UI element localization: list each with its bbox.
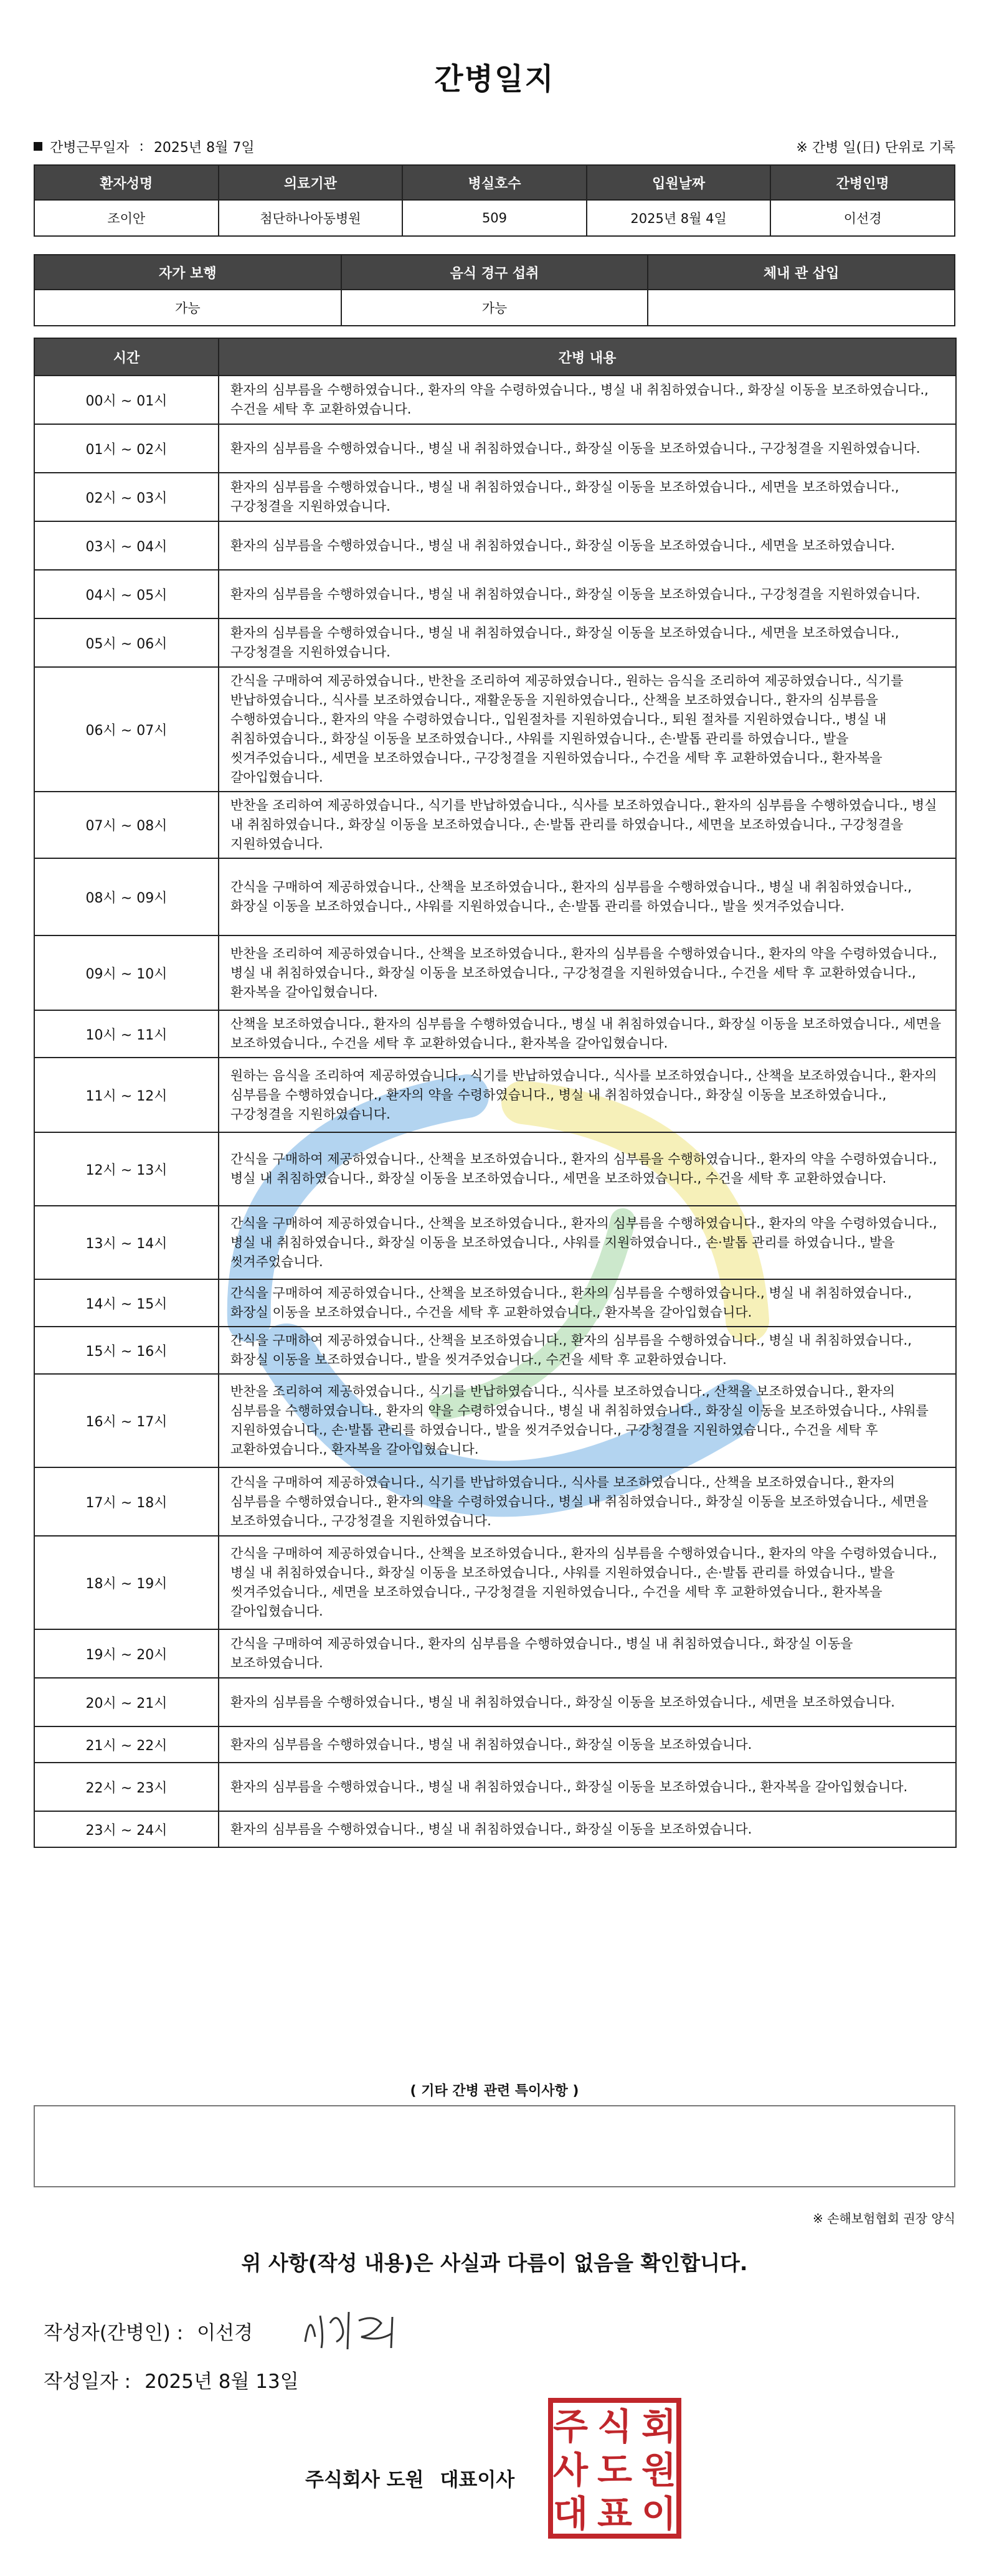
log-time: 23시 ~ 24시	[34, 1811, 219, 1847]
remarks-title: ( 기타 간병 관련 특이사항 )	[410, 2083, 579, 2099]
log-time: 15시 ~ 16시	[34, 1327, 219, 1374]
svg-text:도: 도	[597, 2449, 633, 2491]
log-content: 간식을 구매하여 제공하였습니다., 산책을 보조하였습니다., 환자의 심부름을 수행하였습니다., 병실 내 취침하였습니다., 화장실 이동을 보조하였습니다., 발을 씻겨주었습니다., 수건을 세탁 후 교환하였습니다.	[219, 1327, 956, 1374]
header-time: 시간	[34, 338, 219, 376]
header-hospital: 의료기관	[219, 165, 403, 200]
header-self-walking: 자가 보행	[34, 255, 341, 290]
header-tube-insertion: 체내 관 삽입	[648, 255, 955, 290]
log-time: 13시 ~ 14시	[34, 1206, 219, 1279]
log-row	[34, 473, 956, 521]
work-date-row	[34, 136, 955, 157]
log-row	[34, 1726, 956, 1763]
hospital-name: 첨단하나아동병원	[219, 200, 403, 236]
log-row	[34, 1058, 956, 1132]
written-date-value: 2025년 8월 13일	[144, 2370, 299, 2393]
patient-name: 조이안	[34, 200, 219, 236]
header-room: 병실호수	[402, 165, 587, 200]
header-oral-intake: 음식 경구 섭취	[341, 255, 648, 290]
work-date-separator: :	[139, 138, 144, 154]
log-time: 10시 ~ 11시	[34, 1010, 219, 1058]
log-row	[34, 935, 956, 1010]
log-content: 산책을 보조하였습니다., 환자의 심부름을 수행하였습니다., 병실 내 취침하였습니다., 화장실 이동을 보조하였습니다., 세면을 보조하였습니다., 수건을 세탁 후 교환하였습니다., 환자복을 갈아입혔습니다.	[219, 1010, 956, 1058]
log-row	[34, 1374, 956, 1467]
log-content: 원하는 음식을 조리하여 제공하였습니다., 식기를 반납하였습니다., 식사를 보조하였습니다., 산책을 보조하였습니다., 환자의 심부름을 수행하였습니다., 환자의 약을 수령하였습니다., 병실 내 취침하였습니다., 화장실 이동을 보조하였습니다., 구강청결을 지원하였습니다.	[219, 1058, 956, 1132]
log-content: 간식을 구매하여 제공하였습니다., 산책을 보조하였습니다., 환자의 심부름을 수행하였습니다., 환자의 약을 수령하였습니다., 병실 내 취침하였습니다., 화장실 이동을 보조하였습니다., 샤워를 지원하였습니다., 손·발톱 관리를 하였습니다., 발을 씻겨주었습니다.	[219, 1206, 956, 1279]
hourly-care-log-table	[34, 338, 957, 1848]
log-time: 06시 ~ 07시	[34, 667, 219, 792]
written-date-label: 작성일자 :	[44, 2370, 131, 2393]
log-row	[34, 1279, 956, 1327]
log-row	[34, 570, 956, 618]
handwritten-signature-icon	[299, 2298, 411, 2354]
log-row	[34, 1132, 956, 1206]
log-time: 09시 ~ 10시	[34, 935, 219, 1010]
svg-text:대: 대	[552, 2493, 589, 2535]
log-content: 환자의 심부름을 수행하였습니다., 병실 내 취침하였습니다., 화장실 이동을 보조하였습니다., 환자복을 갈아입혔습니다.	[219, 1763, 956, 1811]
log-time: 05시 ~ 06시	[34, 618, 219, 667]
header-caregiver-name: 간병인명	[770, 165, 955, 200]
log-row	[34, 1467, 956, 1536]
log-content: 반찬을 조리하여 제공하였습니다., 식기를 반납하였습니다., 식사를 보조하였습니다., 환자의 심부름을 수행하였습니다., 병실 내 취침하였습니다., 화장실 이동을 보조하였습니다., 손·발톱 관리를 하였습니다., 세면을 보조하였습니다., 구강청결을 지원하였습니다.	[219, 792, 956, 858]
log-row	[34, 858, 956, 935]
log-row	[34, 1629, 956, 1678]
log-content: 환자의 심부름을 수행하였습니다., 병실 내 취침하였습니다., 화장실 이동을 보조하였습니다., 세면을 보조하였습니다.	[219, 1678, 956, 1726]
log-row	[34, 1206, 956, 1279]
log-row	[34, 1327, 956, 1374]
log-time: 08시 ~ 09시	[34, 858, 219, 935]
admission-date: 2025년 8월 4일	[587, 200, 771, 236]
log-row	[34, 1763, 956, 1811]
company-signature-row	[305, 2464, 514, 2492]
log-time: 01시 ~ 02시	[34, 424, 219, 473]
confirm-statement: 위 사항(작성 내용)은 사실과 다름이 없음을 확인합니다.	[241, 2251, 748, 2275]
self-walking-value: 가능	[34, 290, 341, 326]
remarks-box	[34, 2105, 955, 2187]
page-title: 간병일지	[434, 62, 555, 97]
log-time: 16시 ~ 17시	[34, 1374, 219, 1467]
log-content: 환자의 심부름을 수행하였습니다., 병실 내 취침하였습니다., 화장실 이동을 보조하였습니다., 세면을 보조하였습니다., 구강청결을 지원하였습니다.	[219, 473, 956, 521]
svg-text:주: 주	[552, 2405, 589, 2448]
header-admission-date: 입원날짜	[587, 165, 771, 200]
svg-text:이: 이	[641, 2493, 677, 2535]
svg-text:회: 회	[641, 2405, 677, 2448]
work-date-label: 간병근무일자	[50, 140, 130, 156]
bullet-square-icon	[34, 142, 42, 151]
room-number: 509	[402, 200, 587, 236]
log-row	[34, 1536, 956, 1629]
written-date-row	[44, 2365, 299, 2394]
log-content: 환자의 심부름을 수행하였습니다., 병실 내 취침하였습니다., 화장실 이동을 보조하였습니다.	[219, 1811, 956, 1847]
log-body	[34, 376, 956, 1847]
recommend-note: ※ 손해보험협회 권장 양식	[812, 2211, 955, 2226]
log-time: 22시 ~ 23시	[34, 1763, 219, 1811]
work-date	[34, 137, 255, 156]
log-time: 00시 ~ 01시	[34, 376, 219, 424]
writer-label: 작성자(간병인) :	[44, 2322, 184, 2344]
header-patient-name: 환자성명	[34, 165, 219, 200]
log-row	[34, 792, 956, 858]
log-time: 21시 ~ 22시	[34, 1726, 219, 1763]
log-content: 간식을 구매하여 제공하였습니다., 산책을 보조하였습니다., 환자의 심부름을 수행하였습니다., 환자의 약을 수령하였습니다., 병실 내 취침하였습니다., 화장실 이동을 보조하였습니다., 샤워를 지원하였습니다., 손·발톱 관리를 하였습니다., 발을 씻겨주었습니다., 세면을 보조하였습니다., 구강청결을 지원하였습니다., 수건을 세탁 후 교환하였습니다., 환자복을 갈아입혔습니다.	[219, 1536, 956, 1629]
log-row	[34, 1678, 956, 1726]
log-content: 반찬을 조리하여 제공하였습니다., 식기를 반납하였습니다., 식사를 보조하였습니다., 산책을 보조하였습니다., 환자의 심부름을 수행하였습니다., 환자의 약을 수령하였습니다., 병실 내 취침하였습니다., 화장실 이동을 보조하였습니다., 샤워를 지원하였습니다., 손·발톱 관리를 하였습니다., 발을 씻겨주었습니다., 구강청결을 지원하였습니다., 수건을 세탁 후 교환하였습니다., 환자복을 갈아입혔습니다.	[219, 1374, 956, 1467]
log-time: 12시 ~ 13시	[34, 1132, 219, 1206]
company-representative-title: 대표이사	[440, 2469, 515, 2491]
log-content: 간식을 구매하여 제공하였습니다., 반찬을 조리하여 제공하였습니다., 원하는 음식을 조리하여 제공하였습니다., 식기를 반납하였습니다., 식사를 보조하였습니다., 재활운동을 지원하였습니다., 산책을 보조하였습니다., 환자의 심부름을 수행하였습니다., 환자의 약을 수령하였습니다., 입원절차를 지원하였습니다., 퇴원 절차를 지원하였습니다., 병실 내 취침하였습니다., 화장실 이동을 보조하였습니다., 샤워를 지원하였습니다., 손·발톱 관리를 하였습니다., 발을 씻겨주었습니다., 세면을 보조하였습니다., 구강청결을 지원하였습니다., 수건을 세탁 후 교환하였습니다., 환자복을 갈아입혔습니다.	[219, 667, 956, 792]
log-content: 간식을 구매하여 제공하였습니다., 산책을 보조하였습니다., 환자의 심부름을 수행하였습니다., 병실 내 취침하였습니다., 화장실 이동을 보조하였습니다., 샤워를 지원하였습니다., 손·발톱 관리를 하였습니다., 발을 씻겨주었습니다.	[219, 858, 956, 935]
log-row	[34, 1010, 956, 1058]
caregiver-name: 이선경	[770, 200, 955, 236]
oral-intake-value: 가능	[341, 290, 648, 326]
unit-note: ※ 간병 일(日) 단위로 기록	[796, 140, 955, 156]
log-time: 11시 ~ 12시	[34, 1058, 219, 1132]
log-time: 03시 ~ 04시	[34, 521, 219, 570]
log-content: 환자의 심부름을 수행하였습니다., 병실 내 취침하였습니다., 화장실 이동을 보조하였습니다.	[219, 1726, 956, 1763]
log-row	[34, 376, 956, 424]
company-seal-icon	[548, 2398, 681, 2539]
log-row	[34, 521, 956, 570]
log-content: 환자의 심부름을 수행하였습니다., 병실 내 취침하였습니다., 화장실 이동을 보조하였습니다., 구강청결을 지원하였습니다.	[219, 570, 956, 618]
log-content: 환자의 심부름을 수행하였습니다., 병실 내 취침하였습니다., 화장실 이동을 보조하였습니다., 구강청결을 지원하였습니다.	[219, 424, 956, 473]
log-row	[34, 424, 956, 473]
log-time: 02시 ~ 03시	[34, 473, 219, 521]
log-content: 간식을 구매하여 제공하였습니다., 식기를 반납하였습니다., 식사를 보조하였습니다., 산책을 보조하였습니다., 환자의 심부름을 수행하였습니다., 환자의 약을 수령하였습니다., 병실 내 취침하였습니다., 화장실 이동을 보조하였습니다., 세면을 보조하였습니다., 구강청결을 지원하였습니다.	[219, 1467, 956, 1536]
svg-text:원: 원	[641, 2449, 677, 2491]
svg-text:사: 사	[552, 2449, 589, 2491]
patient-status-table	[34, 254, 955, 326]
writer-row	[44, 2317, 253, 2345]
log-time: 19시 ~ 20시	[34, 1629, 219, 1678]
log-time: 14시 ~ 15시	[34, 1279, 219, 1327]
log-time: 17시 ~ 18시	[34, 1467, 219, 1536]
log-content: 환자의 심부름을 수행하였습니다., 환자의 약을 수령하였습니다., 병실 내 취침하였습니다., 화장실 이동을 보조하였습니다., 수건을 세탁 후 교환하였습니다.	[219, 376, 956, 424]
log-time: 20시 ~ 21시	[34, 1678, 219, 1726]
log-content: 간식을 구매하여 제공하였습니다., 환자의 심부름을 수행하였습니다., 병실 내 취침하였습니다., 화장실 이동을 보조하였습니다.	[219, 1629, 956, 1678]
log-row	[34, 667, 956, 792]
log-content: 반찬을 조리하여 제공하였습니다., 산책을 보조하였습니다., 환자의 심부름을 수행하였습니다., 환자의 약을 수령하였습니다., 병실 내 취침하였습니다., 화장실 이동을 보조하였습니다., 구강청결을 지원하였습니다., 수건을 세탁 후 교환하였습니다., 환자복을 갈아입혔습니다.	[219, 935, 956, 1010]
writer-name: 이선경	[197, 2322, 253, 2344]
log-time: 18시 ~ 19시	[34, 1536, 219, 1629]
log-content: 환자의 심부름을 수행하였습니다., 병실 내 취침하였습니다., 화장실 이동을 보조하였습니다., 세면을 보조하였습니다., 구강청결을 지원하였습니다.	[219, 618, 956, 667]
log-content: 간식을 구매하여 제공하였습니다., 산책을 보조하였습니다., 환자의 심부름을 수행하였습니다., 병실 내 취침하였습니다., 화장실 이동을 보조하였습니다., 수건을 세탁 후 교환하였습니다., 환자복을 갈아입혔습니다.	[219, 1279, 956, 1327]
company-name: 주식회사 도원	[305, 2469, 424, 2491]
log-row	[34, 1811, 956, 1847]
log-time: 07시 ~ 08시	[34, 792, 219, 858]
svg-text:식: 식	[597, 2405, 633, 2448]
svg-text:표: 표	[597, 2493, 633, 2535]
log-row	[34, 618, 956, 667]
tube-insertion-value	[648, 290, 955, 326]
log-content: 간식을 구매하여 제공하였습니다., 산책을 보조하였습니다., 환자의 심부름을 수행하였습니다., 환자의 약을 수령하였습니다., 병실 내 취침하였습니다., 화장실 이동을 보조하였습니다., 세면을 보조하였습니다., 수건을 세탁 후 교환하였습니다.	[219, 1132, 956, 1206]
log-content: 환자의 심부름을 수행하였습니다., 병실 내 취침하였습니다., 화장실 이동을 보조하였습니다., 세면을 보조하였습니다.	[219, 521, 956, 570]
header-care-content: 간병 내용	[219, 338, 956, 376]
work-date-value: 2025년 8월 7일	[153, 140, 255, 156]
patient-info-table	[34, 164, 955, 237]
log-time: 04시 ~ 05시	[34, 570, 219, 618]
